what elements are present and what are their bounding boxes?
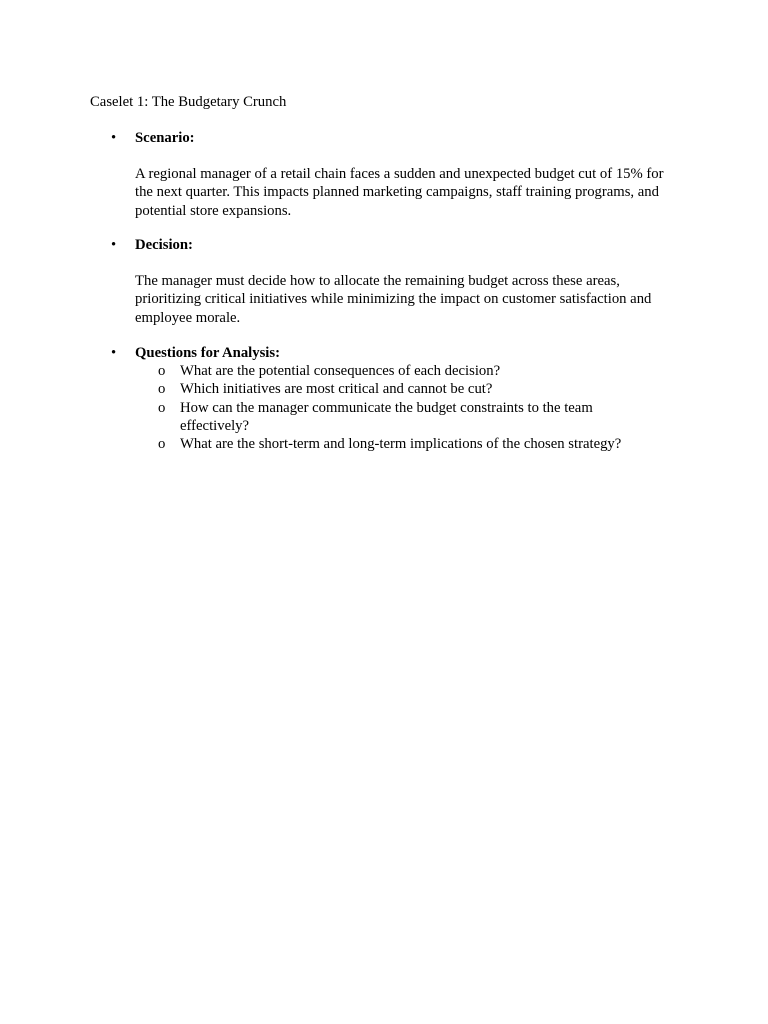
question-text: What are the potential consequences of each decision?: [180, 363, 501, 379]
sub-bullet-marker: o: [158, 436, 166, 453]
document-title: Caselet 1: The Budgetary Crunch: [90, 94, 287, 110]
question-text: Which initiatives are most critical and cannot be cut?: [180, 381, 493, 398]
scenario-paragraph: A regional manager of a retail chain faces a sudden and unexpected budget cut of 15% for the next quarter. This impacts planned marketing campaigns, staff training programs, and potential store expansions.: [135, 166, 664, 219]
sub-bullet-marker: o: [158, 381, 166, 398]
section-heading-decision: Decision:: [135, 237, 193, 253]
question-text: What are the short-term and long-term implications of the chosen strategy?: [180, 436, 622, 453]
sub-bullet-marker: o: [158, 363, 166, 379]
bullet-marker: •: [111, 237, 117, 253]
section-heading-scenario: Scenario:: [135, 130, 195, 146]
sub-bullet-marker: o: [158, 399, 166, 416]
decision-paragraph: The manager must decide how to allocate the remaining budget across these areas, prioritizing critical initiatives while minimizing the impact on customer satisfaction and employee morale.: [135, 273, 652, 326]
bullet-marker: •: [111, 130, 117, 146]
question-text: How can the manager communicate the budget constraints to the team effectively?: [180, 399, 593, 434]
bullet-marker: •: [111, 345, 117, 361]
section-heading-questions: Questions for Analysis:: [135, 345, 280, 361]
